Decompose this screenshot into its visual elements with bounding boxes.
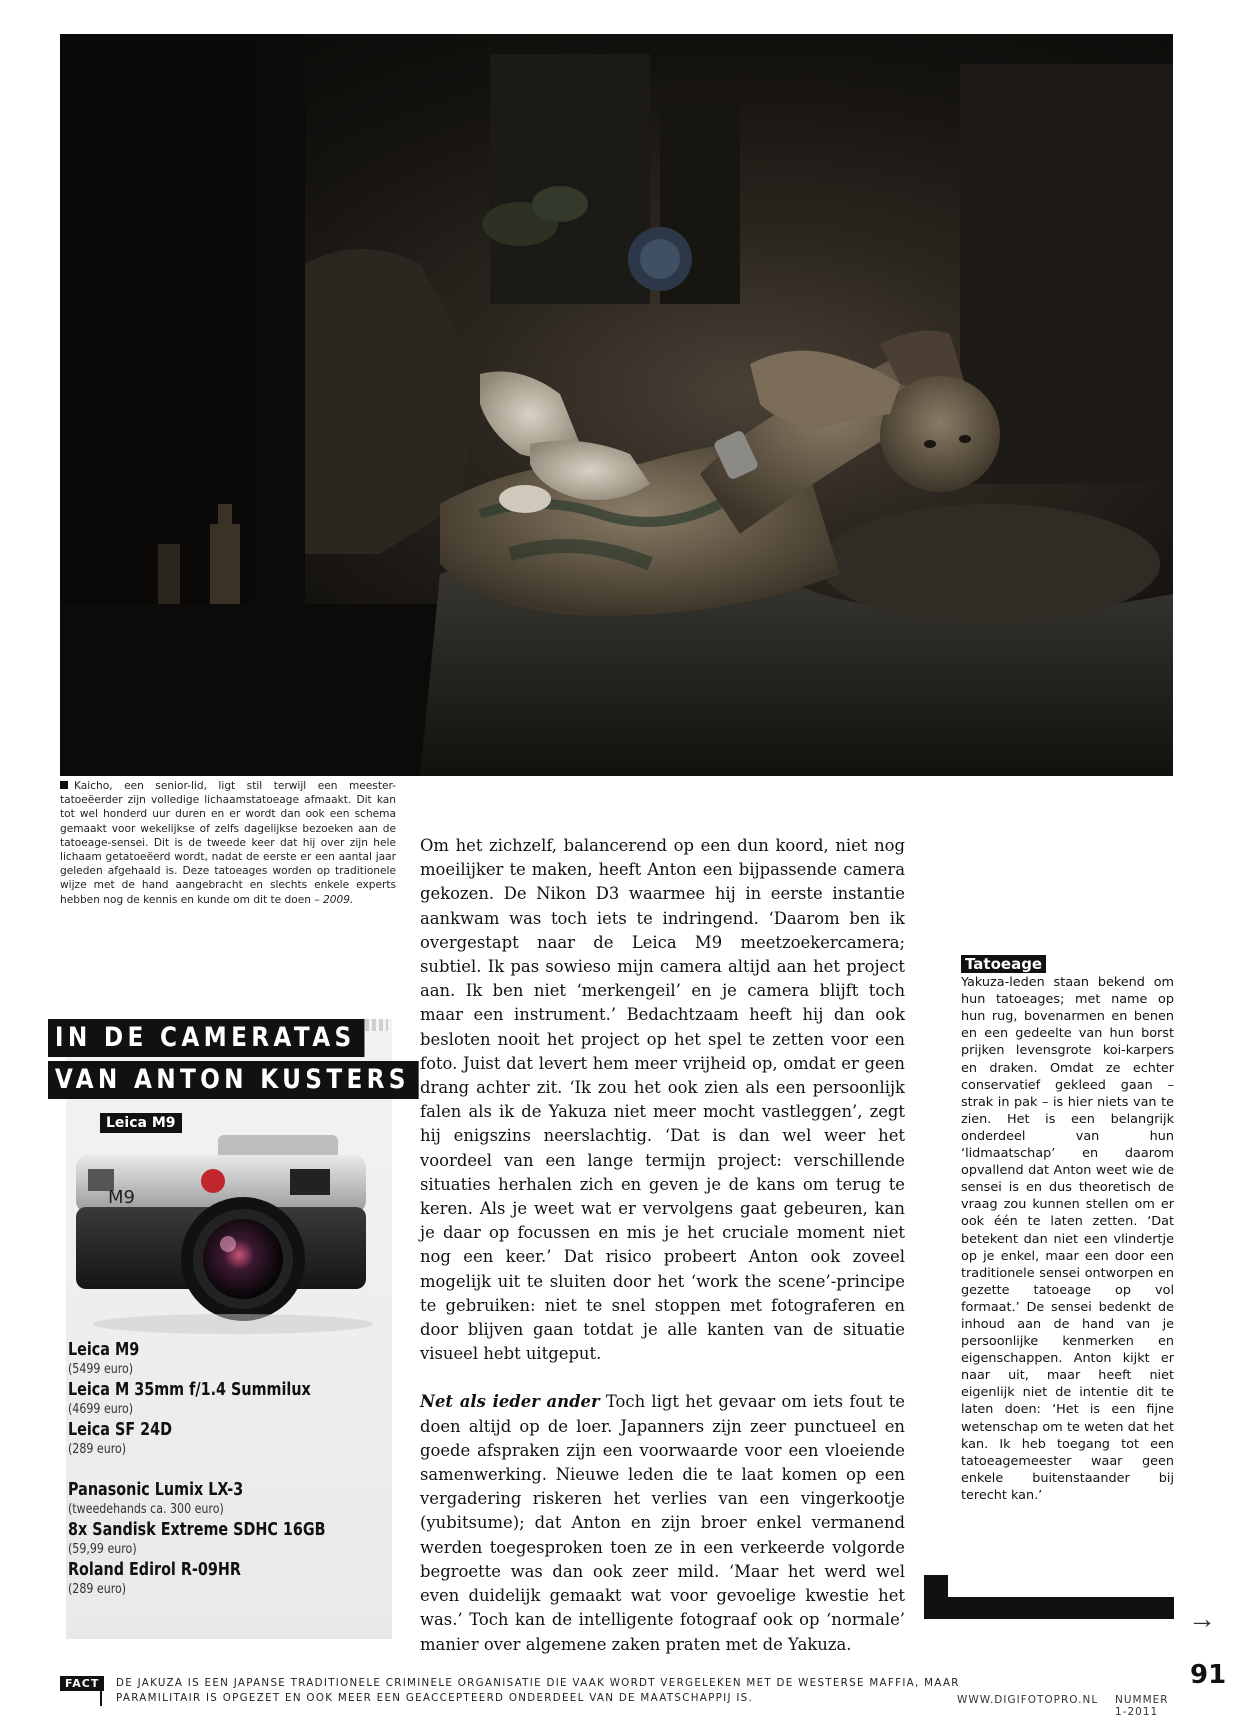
caption-text: Kaicho, een senior-lid, ligt stil terwijl een meester-tatoeëerder zijn volledige lichaamstatoeage afmaakt. Dit kan tot wel honderd uur duren en er wordt dan ook een schema gemaakt voor wekelijkse of zelfs dagelijkse bezoeken aan de tatoeage-sensei. Dit is de tweede keer dat hij over zijn hele lichaam getatoeëerd wordt, nadat de eerste er een aantal jaar geleden afgehaald is. Deze tatoeages worden op traditionele wijze met de hand aangebracht en slechts enkele experts hebben nog de kennis en kunde om dit te doen – (60, 780, 396, 906)
leica-camera-icon (68, 1129, 378, 1339)
camera-bag-title-line1: IN DE CAMERATAS (48, 1019, 364, 1057)
page-footer (60, 1660, 1227, 1718)
camera-bag-box (48, 1019, 410, 1639)
gear-name: Panasonic Lumix LX-3 (68, 1480, 244, 1500)
gear-item (68, 1559, 388, 1599)
gear-price: (4699 euro) (68, 1402, 134, 1417)
caption-year: 2009. (323, 893, 354, 906)
article-paragraph-1: Om het zichzelf, balancerend op een dun koord, niet nog moeilijker te maken, heeft Anton een bijpassende camera gekozen. De Nikon D3 waarmee hij in eerste instantie aankwam was toch iets te indringend. ‘Daarom ben ik overgestapt naar de Leica M9 meetzoekercamera; subtiel. Ik pas sowieso mijn camera altijd aan het project aan. Ik ben niet ‘merkengeil’ en je camera blijft toch maar een instrument.’ Bedachtzaam heeft hij dan ook besloten nooit het project op het spel te zetten voor een foto. Juist dat levert hem meer vrijheid op, omdat er geen drang achter zit. ‘Ik zou het ook zien als een persoonlijk falen als ik de Yakuza niet meer mocht vastleggen’, zegt hij enigszins neerslachtig. ‘Dat is dan wel weer het voordeel van een lange termijn project: verschillende situaties herhalen zich en geven je de kans om terug te keren. Als je weet wat er vervolgens gaat gebeuren, kan je daar op focussen en mis je het cruciale moment niet nog een keer.’ Dat risico probeert Anton ook zoveel mogelijk uit te sluiten door het ‘work the scene’-principe te gebruiken: niet te snel stoppen met fotograferen en door blijven gaan totdat je alle kanten van de situatie visueel hebt uitgeput. (420, 836, 905, 1364)
gear-price: (289 euro) (68, 1582, 127, 1597)
article-paragraph-2 (420, 1390, 905, 1656)
gear-name: Leica SF 24D (68, 1420, 172, 1440)
fact-label: FACT (60, 1676, 104, 1691)
camera-label: Leica M9 (100, 1113, 182, 1133)
camera-bag-title (48, 1019, 479, 1103)
sidebar-text: Yakuza-leden staan bekend om hun tatoeages; met name op hun rug, bovenarmen en benen en een gedeelte van hun borst prijken levensgrote koi-karpers en draken. Omdat ze echter conservatief gekleed gaan – strak in pak – is hier niets van te zien. Het is een belangrijk onderdeel van hun ‘lidmaatschap’ en daarom opvallend dat Anton weet wie de sensei is en dus theoretisch de vraag zou kunnen stellen om er ook één te laten zetten. ‘Dat betekent dan niet een vlindertje op je enkel, maar een door een traditionele sensei ontworpen en gezette tatoeage op vol formaat.’ De sensei bedenkt de inhoud aan de hand van je persoonlijke kenmerken en eigenschappen. Anton kijkt er naar uit, maar heeft niet eigenlijk niet de intentie dit te laten doen: ‘Het is een fijne wetenschap om te weten dat het kan. Ik heb toegang tot een tatoeagemeester waar geen enkele buitenstaander bij terecht kan.’ (961, 975, 1174, 1503)
gear-name: Leica M9 (68, 1340, 140, 1360)
gear-item (68, 1479, 388, 1519)
subheading: Net als ieder ander (420, 1392, 600, 1412)
gear-name: 8x Sandisk Extreme SDHC 16GB (68, 1520, 326, 1540)
sidebar-title: Tatoeage (961, 955, 1046, 973)
gear-item (68, 1379, 388, 1419)
gear-item (68, 1419, 388, 1459)
gear-price: (59,99 euro) (68, 1542, 137, 1557)
website-link[interactable]: WWW.DIGIFOTOPRO.NL (957, 1694, 1099, 1706)
photo-caption (60, 779, 396, 907)
fact-text: DE JAKUZA IS EEN JAPANSE TRADITIONELE CRIMINELE ORGANISATIE DIE VAAK WORDT VERGELEKEN MET DE WESTERSE MAFFIA, MAAR PARAMILITAIR IS OPGEZET EN OOK MEER EEN GEACCEPTEERD ONDERDEEL VAN DE MAATSCHAPPIJ IS. (116, 1677, 960, 1704)
tattoo-sidebar (961, 955, 1174, 1504)
page-number: 91 (1190, 1660, 1227, 1690)
gear-price: (5499 euro) (68, 1362, 134, 1377)
article-photo (60, 34, 1173, 776)
fact-divider (100, 1690, 102, 1706)
gear-name: Roland Edirol R-09HR (68, 1560, 241, 1580)
camera-bag-title-line2: VAN ANTON KUSTERS (48, 1061, 418, 1099)
issue-number: NUMMER 1-2011 (1115, 1694, 1169, 1718)
caption-bullet (60, 781, 68, 789)
gear-item (68, 1339, 388, 1379)
article-paragraph-2-text: Toch ligt het gevaar om iets fout te doen altijd op de loer. Japanners zijn zeer punctueel en goede afspraken zijn een voorwaarde voor een vloeiende samenwerking. Nieuwe leden die te laat komen op een vergadering riskeren het verlies van een vingerkootje (yubitsume); dat Anton en zijn broer enkel vermanend werden toegesproken toen ze in een verkeerde volgorde begroette was dan ook zeer mild. ‘Maar het werd wel even duidelijk gemaakt wat voor gevoelige kwestie het was.’ Toch kan de intelligente fotograaf ook op ‘normale’ manier over algemene zaken praten met de Yakuza. (420, 1392, 905, 1654)
svg-text:M9: M9 (108, 1187, 135, 1208)
gear-name: Leica M 35mm f/1.4 Summilux (68, 1380, 311, 1400)
article-body (420, 834, 905, 1657)
gear-list (68, 1339, 388, 1599)
tattoo-scene-illustration (60, 34, 1173, 776)
gear-price: (289 euro) (68, 1442, 127, 1457)
arrow-right-icon[interactable]: → (1188, 1603, 1216, 1634)
gear-item (68, 1519, 388, 1559)
sidebar-end-notch (948, 1575, 1174, 1597)
gear-price: (tweedehands ca. 300 euro) (68, 1502, 224, 1517)
